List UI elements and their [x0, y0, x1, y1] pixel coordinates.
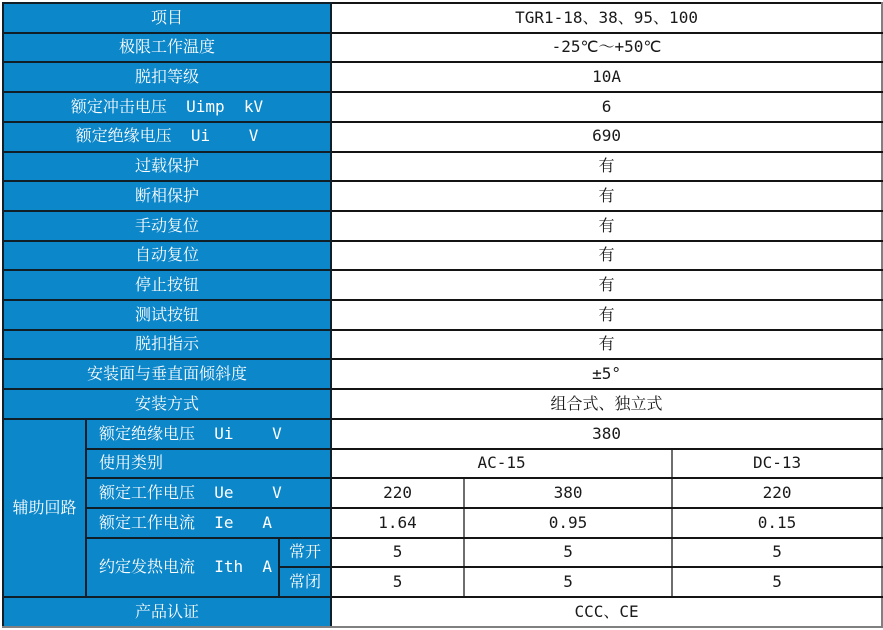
- aux-current-ac220: 1.64: [331, 508, 464, 538]
- aux-thermal-nc-label: 常闭: [279, 567, 331, 597]
- table-row: [3, 449, 882, 479]
- table-row: [3, 508, 882, 538]
- aux-current-label: 额定工作电流 Ie A: [86, 508, 331, 538]
- spec-label-mounting-tilt: 安装面与垂直面倾斜度: [3, 359, 331, 389]
- spec-value-model: TGR1-18、38、95、100: [331, 3, 882, 33]
- spec-label-test-button: 测试按钮: [3, 300, 331, 330]
- table-row: [3, 270, 882, 300]
- spec-label-impulse-voltage: 额定冲击电压 Uimp kV: [3, 92, 331, 122]
- aux-group-label: 辅助回路: [3, 419, 86, 597]
- table-row: [3, 181, 882, 211]
- aux-thermal-no-2: 5: [464, 538, 672, 568]
- aux-voltage-label: 额定工作电压 Ue V: [86, 478, 331, 508]
- spec-value-manual-reset: 有: [331, 211, 882, 241]
- aux-current-ac380: 0.95: [464, 508, 672, 538]
- spec-value-phase-failure: 有: [331, 181, 882, 211]
- spec-value-impulse-voltage: 6: [331, 92, 882, 122]
- spec-label-mounting-type: 安装方式: [3, 389, 331, 419]
- table-row: [3, 62, 882, 92]
- spec-label-stop-button: 停止按钮: [3, 270, 331, 300]
- spec-value-stop-button: 有: [331, 270, 882, 300]
- spec-value-trip-class: 10A: [331, 62, 882, 92]
- aux-current-dc220: 0.15: [672, 508, 882, 538]
- aux-insulation-label: 额定绝缘电压 Ui V: [86, 419, 331, 449]
- spec-value-trip-indication: 有: [331, 330, 882, 360]
- spec-value-insulation-voltage: 690: [331, 122, 882, 152]
- table-row: [3, 92, 882, 122]
- table-row: [3, 478, 882, 508]
- spec-value-mounting-tilt: ±5°: [331, 359, 882, 389]
- table-row: [3, 389, 882, 419]
- spec-label-trip-indication: 脱扣指示: [3, 330, 331, 360]
- table-row: [3, 597, 882, 627]
- spec-label-insulation-voltage: 额定绝缘电压 Ui V: [3, 122, 331, 152]
- spec-value-temp-range: -25℃～+50℃: [331, 33, 882, 63]
- spec-value-mounting-type: 组合式、独立式: [331, 389, 882, 419]
- certification-label: 产品认证: [3, 597, 331, 627]
- spec-label-overload-protection: 过载保护: [3, 152, 331, 182]
- aux-insulation-value: 380: [331, 419, 882, 449]
- table-row: [3, 122, 882, 152]
- spec-table: [2, 2, 883, 628]
- spec-label-trip-class: 脱扣等级: [3, 62, 331, 92]
- table-row: [3, 359, 882, 389]
- spec-label-temp-range: 极限工作温度: [3, 33, 331, 63]
- aux-thermal-nc-2: 5: [464, 567, 672, 597]
- spec-label-manual-reset: 手动复位: [3, 211, 331, 241]
- spec-value-test-button: 有: [331, 300, 882, 330]
- certification-value: CCC、CE: [331, 597, 882, 627]
- spec-label-item: 项目: [3, 3, 331, 33]
- aux-thermal-no-label: 常开: [279, 538, 331, 568]
- table-row: [3, 538, 882, 568]
- aux-thermal-nc-3: 5: [672, 567, 882, 597]
- table-row: [3, 419, 882, 449]
- spec-label-auto-reset: 自动复位: [3, 241, 331, 271]
- table-row: [3, 241, 882, 271]
- aux-thermal-no-1: 5: [331, 538, 464, 568]
- aux-thermal-nc-1: 5: [331, 567, 464, 597]
- table-row: [3, 211, 882, 241]
- table-row: [3, 3, 882, 33]
- aux-voltage-ac380: 380: [464, 478, 672, 508]
- spec-label-phase-failure: 断相保护: [3, 181, 331, 211]
- aux-voltage-ac220: 220: [331, 478, 464, 508]
- aux-category-ac: AC-15: [331, 449, 672, 479]
- aux-category-label: 使用类别: [86, 449, 331, 479]
- spec-value-overload-protection: 有: [331, 152, 882, 182]
- table-row: [3, 152, 882, 182]
- aux-thermal-label: 约定发热电流 Ith A: [86, 538, 279, 597]
- aux-voltage-dc220: 220: [672, 478, 882, 508]
- table-row: [3, 300, 882, 330]
- table-row: [3, 33, 882, 63]
- spec-value-auto-reset: 有: [331, 241, 882, 271]
- aux-thermal-no-3: 5: [672, 538, 882, 568]
- table-row: [3, 330, 882, 360]
- aux-category-dc: DC-13: [672, 449, 882, 479]
